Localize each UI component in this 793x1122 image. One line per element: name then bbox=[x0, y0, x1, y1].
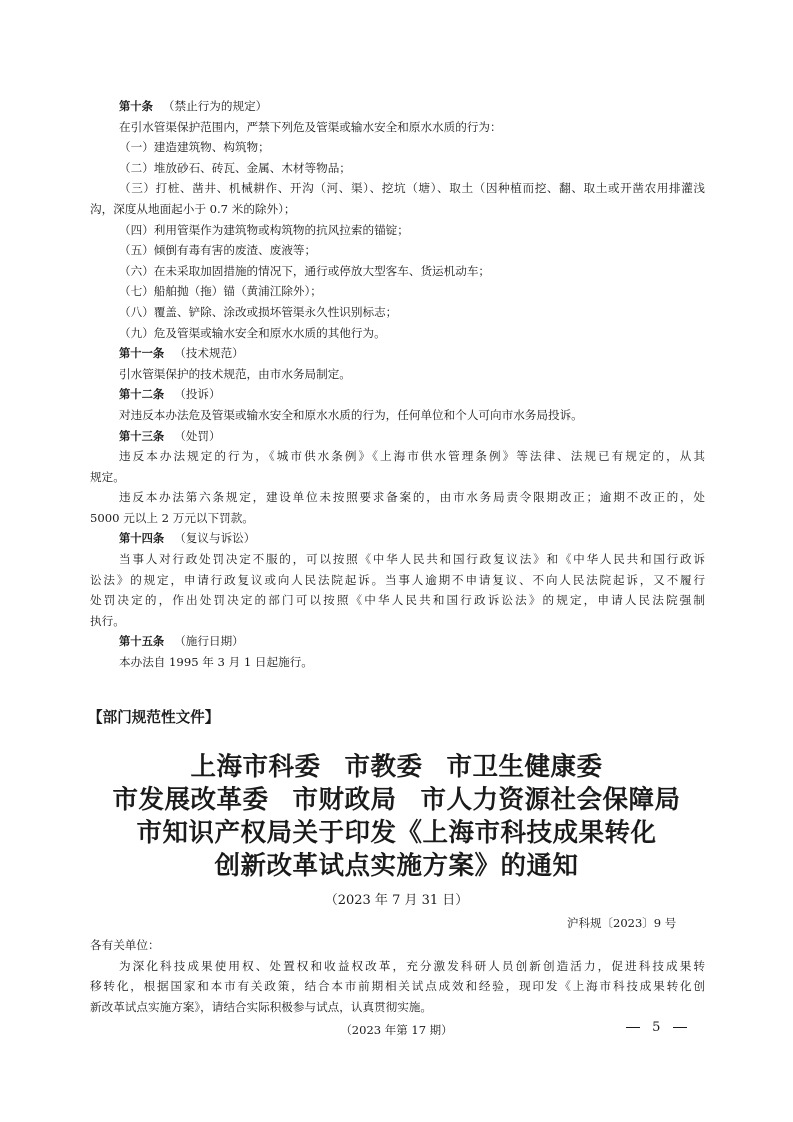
list-item: （二）堆放砂石、砖瓦、金属、木材等物品； bbox=[119, 160, 351, 175]
article-title: 第十条 bbox=[119, 100, 153, 113]
article-14-heading bbox=[90, 528, 705, 549]
article-subtitle: （技术规范） bbox=[174, 346, 244, 361]
paragraph-line: 为深化科技成果使用权、处置权和收益权改革，充分激发科研人员创新创造活力，促进科技成果转 bbox=[119, 958, 705, 973]
paragraph-line: 违反本办法规定的行为，《城市供水条例》《上海市供水管理条例》等法律、法规已有规定的，从其 bbox=[119, 449, 705, 464]
paragraph-line: 在引水管渠保护范围内，严禁下列危及管渠或输水安全和原水水质的行为： bbox=[119, 119, 502, 134]
issuer-name: 市卫生健康委 bbox=[446, 752, 603, 782]
issuer-name: 市发展改革委 bbox=[112, 785, 269, 815]
title-line bbox=[60, 784, 733, 817]
issuer-name: 市财政局 bbox=[292, 785, 397, 815]
title-line: 市知识产权局关于印发《上海市科技成果转化 bbox=[136, 818, 657, 848]
list-item: （七）船舶抛（拖）锚（黄浦江除外）； bbox=[119, 284, 322, 299]
paragraph-line: 当事人对行政处罚决定不服的，可以按照《中华人民共和国行政复议法》和《中华人民共和国行政诉 bbox=[119, 552, 705, 567]
list-item: （三）打桩、凿井、机械耕作、开沟（河、渠）、挖坑（塘）、取土（因种植而挖、翻、取土或开凿农用排灌浅 bbox=[119, 181, 705, 196]
issuer-name: 上海市科委 bbox=[190, 752, 321, 782]
page-number bbox=[626, 1020, 687, 1035]
article-subtitle: （处罚） bbox=[174, 428, 221, 443]
list-item: （六）在未采取加固措施的情况下，通行或停放大型客车、货运机动车； bbox=[119, 263, 491, 278]
paragraph-line: 处罚决定的，作出处罚决定的部门可以按照《中华人民共和国行政诉讼法》的规定，申请人民法院强制 bbox=[90, 593, 705, 608]
article-15-heading bbox=[90, 631, 705, 652]
article-subtitle: （施行日期） bbox=[174, 634, 244, 649]
dash-left bbox=[626, 1027, 640, 1029]
article-11-heading bbox=[90, 343, 705, 364]
addressee: 各有关单位： bbox=[90, 938, 160, 952]
title-line bbox=[60, 751, 733, 784]
article-title: 第十四条 bbox=[119, 532, 165, 546]
paragraph-line: 5000 元以上 2 万元以下罚款。 bbox=[90, 510, 254, 525]
paragraph-line: 引水管渠保护的技术规范，由市水务局制定。 bbox=[119, 366, 351, 381]
paragraph-line: 讼法》的规定，申请行政复议或向人民法院起诉。当事人逾期不申请复议、不向人民法院起诉，又不履行 bbox=[90, 572, 705, 587]
issuer-name: 市人力资源社会保障局 bbox=[420, 785, 681, 815]
page-number-value: 5 bbox=[652, 1020, 661, 1035]
list-item: （四）利用管渠作为建筑物或构筑物的抗风拉索的锚锭； bbox=[119, 222, 409, 237]
article-title: 第十五条 bbox=[119, 635, 165, 649]
article-title: 第十二条 bbox=[119, 388, 165, 402]
paragraph-line: 违反本办法第六条规定，建设单位未按照要求备案的，由市水务局责令限期改正；逾期不改正的，处 bbox=[119, 490, 705, 505]
list-item: （九）危及管渠或输水安全和原水水质的其他行为。 bbox=[119, 325, 386, 340]
paragraph-line: 本办法自 1995 年 3 月 1 日起施行。 bbox=[119, 655, 313, 670]
notice-title bbox=[60, 751, 733, 883]
list-item: （五）倾倒有毒有害的废渣、废液等； bbox=[119, 243, 317, 258]
article-10-heading bbox=[90, 96, 705, 117]
paragraph-line: 规定。 bbox=[90, 469, 125, 484]
regulation-articles bbox=[90, 96, 705, 673]
list-item: （八）覆盖、铲除、涂改或损坏管渠永久性识别标志； bbox=[119, 304, 398, 319]
paragraph-line: 移转化，根据国家和本市有关政策，结合本市前期相关试点成效和经验，现印发《上海市科技成果转化创 bbox=[90, 979, 705, 994]
article-title: 第十三条 bbox=[119, 429, 165, 443]
title-line: 创新改革试点实施方案》的通知 bbox=[214, 851, 579, 881]
article-12-heading bbox=[90, 384, 705, 405]
issue-label: （2023 年第 17 期） bbox=[340, 1023, 453, 1037]
paragraph-line: 新改革试点实施方案》，请结合实际积极参与试点，认真贯彻实施。 bbox=[90, 999, 433, 1014]
article-subtitle: （复议与诉讼） bbox=[174, 531, 256, 546]
list-item: （一）建造建筑物、构筑物； bbox=[119, 140, 270, 155]
notice-date: （2023 年 7 月 31 日） bbox=[324, 893, 469, 908]
article-title: 第十一条 bbox=[119, 347, 165, 361]
document-number: 沪科规〔2023〕9 号 bbox=[567, 916, 677, 930]
article-subtitle: （禁止行为的规定） bbox=[162, 99, 268, 113]
paragraph-line: 对违反本办法危及管渠或输水安全和原水水质的行为，任何单位和个人可向市水务局投诉。 bbox=[119, 407, 583, 422]
article-subtitle: （投诉） bbox=[174, 387, 221, 402]
list-item-continuation: 沟，深度从地面起小于 0.7 米的除外）； bbox=[90, 201, 296, 216]
notice-body bbox=[90, 935, 705, 1017]
article-13-heading bbox=[90, 426, 705, 447]
dash-right bbox=[673, 1027, 687, 1029]
issuer-name: 市教委 bbox=[344, 752, 423, 782]
paragraph-line: 执行。 bbox=[90, 613, 125, 628]
section-label: 【部门规范性文件】 bbox=[88, 709, 220, 726]
